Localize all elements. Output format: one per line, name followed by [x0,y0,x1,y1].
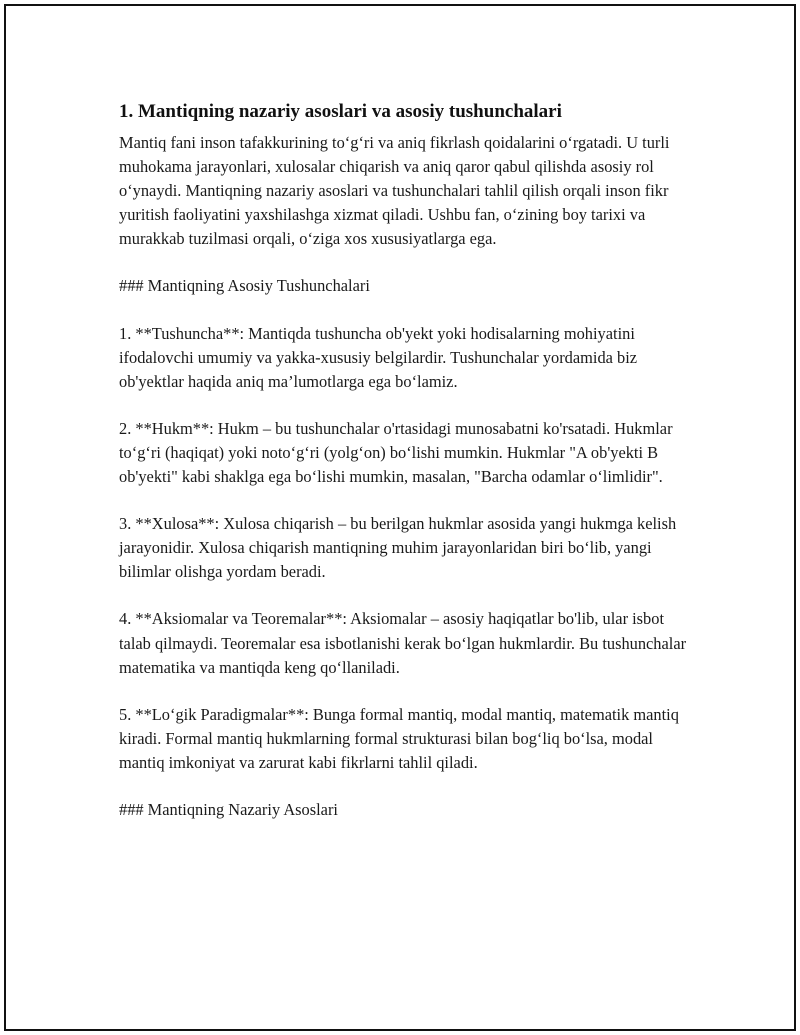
concept-item-aksiomalar: 4. **Aksiomalar va Teoremalar**: Aksiomalar – asosiy haqiqatlar bo'lib, ular isbot talab qilmaydi. Teoremalar esa isbotlanishi kerak bo‘lgan hukmlardir. Bu tushunchalar matematika va mantiqda keng qo‘llaniladi. [119,609,687,677]
concept-item-tushuncha: 1. **Tushuncha**: Mantiqda tushuncha ob'yekt yoki hodisalarning mohiyatini ifodalovchi umumiy va yakka-xususiy belgilardir. Tushunchalar yordamida biz ob'yektlar haqida aniq ma’lumotlarga ega bo‘lamiz. [119,323,638,391]
document-page [4,4,796,1031]
section-heading-basic-concepts: ### Mantiqning Asosiy Tushunchalari [119,276,370,296]
document-title: 1. Mantiqning nazariy asoslari va asosiy tushunchalari [119,101,562,122]
concept-item-xulosa: 3. **Xulosa**: Xulosa chiqarish – bu berilgan hukmlar asosida yangi hukmga kelish jarayonidir. Xulosa chiqarish mantiqning muhim jarayonlaridan biri bo‘lib, yangi bilimlar olishga yordam beradi. [119,514,677,582]
concept-item-paradigmalar: 5. **Lo‘gik Paradigmalar**: Bunga formal mantiq, modal mantiq, matematik mantiq kiradi. Formal mantiq hukmlarning formal strukturasi bilan bog‘liq bo‘lsa, modal mantiq imkoniyat va zarurat kabi fikrlarni tahlil qiladi. [119,704,679,772]
intro-paragraph: Mantiq fani inson tafakkurining to‘g‘ri va aniq fikrlash qoidalarini o‘rgatadi. U turli muhokama jarayonlari, xulosalar chiqarish va aniq qaror qabul qilishda asosiy rol o‘ynaydi. Mantiqning nazariy asoslari va tushunchalari tahlil qilish orqali inson fikr yuritish faoliyatini yaxshilashga xizmat qiladi. Ushbu fan, o‘zining boy tarixi va murakkab tuzilmasi orqali, o‘ziga xos xususiyatlarga ega. [119,133,670,249]
concept-item-hukm: 2. **Hukm**: Hukm – bu tushunchalar o'rtasidagi munosabatni ko'rsatadi. Hukmlar to‘g‘ri (haqiqat) yoki noto‘g‘ri (yolg‘on) bo‘lishi mumkin. Hukmlar "A ob'yekti B ob'yekti" kabi shaklga ega bo‘lishi mumkin, masalan, "Barcha odamlar o‘limlidir". [119,418,673,487]
document-body [119,99,699,822]
section-heading-theoretical-foundations: ### Mantiqning Nazariy Asoslari [119,799,338,819]
